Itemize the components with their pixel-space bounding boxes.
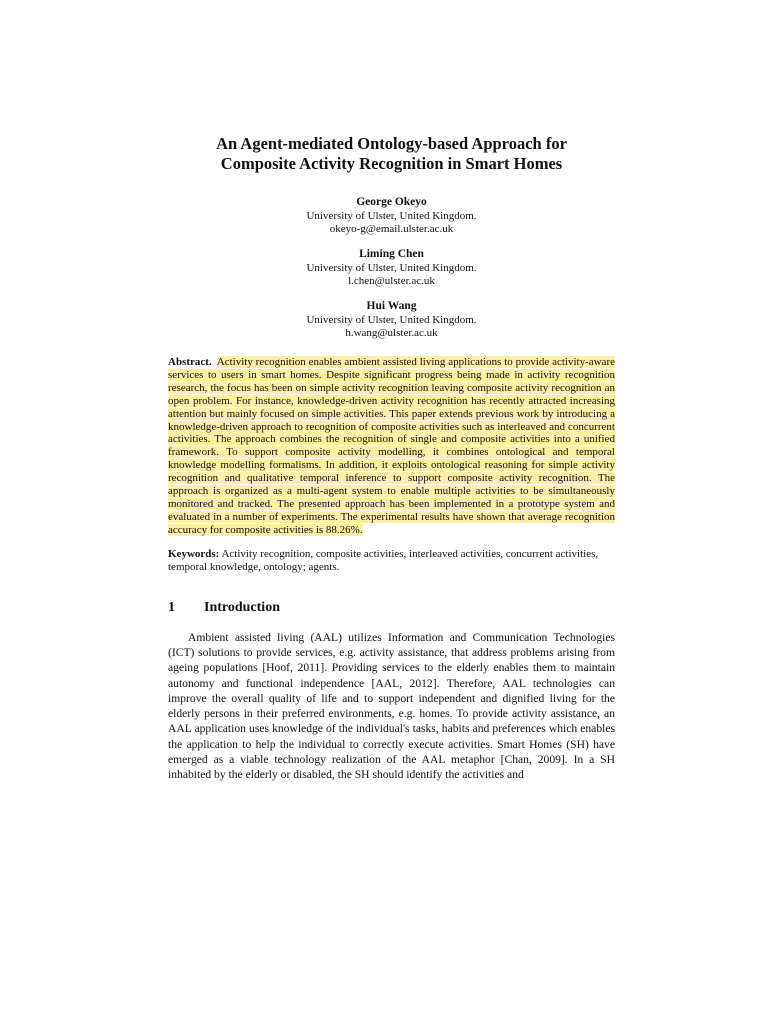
abstract-text-highlighted: Activity recognition enables ambient assisted living applications to provide activity-aware services to users in smart homes. Despite significant progress being made in activity recognition research, the focus has been on simple activity recognition leaving composite activity recognition an open problem. For instance, knowledge-driven activity recognition has recently attracted increasing attention but mainly focused on simple activities. This paper extends previous work by introducing a knowledge-driven approach to recognition of composite activities such as interleaved and concurrent activities. The approach combines the recognition of single and composite activities into a unified framework. To support composite activity modelling, it combines ontological and temporal knowledge modelling formalisms. In addition, it exploits ontological reasoning for simple activity recognition and qualitative temporal inference to support composite activity recognition. The approach is organized as a multi-agent system to enable multiple activities to be simultaneously monitored and tracked. The presented approach has been implemented in a prototype system and evaluated in a number of experiments. The experimental results have shown that average recognition accuracy for composite activities is 88.26%. xyxy=(168,356,615,536)
keywords-text: Activity recognition, composite activities, interleaved activities, concurrent activities, temporal knowledge, ontology; agents. xyxy=(168,547,599,573)
section-heading xyxy=(168,599,615,616)
author-name: Liming Chen xyxy=(359,248,424,260)
title-line-1: An Agent-mediated Ontology-based Approach for xyxy=(216,134,567,153)
abstract xyxy=(168,356,615,537)
intro-paragraph: Ambient assisted living (AAL) utilizes Information and Communication Technologies (ICT) solutions to provide services, e.g. activity assistance, that address problems arising from ageing populations [Hoof, 2011]. Providing services to the elderly enables them to maintain autonomy and functional independence [AAL, 2012]. Therefore, AAL technologies can improve the overall quality of life and to support independent and dignified living for the elderly persons in their preferred environments, e.g. homes. To provide activity assistance, an AAL application uses knowledge of the individual's tasks, habits and preferences which enables the application to help the individual to correctly execute activities. Smart Homes (SH) have emerged as a viable technology realization of the AAL metaphor [Chan, 2009]. In a SH inhabited by the elderly or disabled, the SH should identify the activities and xyxy=(168,630,615,782)
author-block xyxy=(168,300,615,340)
abstract-label: Abstract. xyxy=(168,356,212,368)
keywords xyxy=(168,548,615,574)
title-line-2: Composite Activity Recognition in Smart Homes xyxy=(220,154,563,173)
author-name: George Okeyo xyxy=(356,196,427,208)
section-title: Introduction xyxy=(204,599,280,615)
author-block xyxy=(168,196,615,236)
author-affiliation: University of Ulster, United Kingdom. xyxy=(306,262,477,274)
author-email: l.chen@ulster.ac.uk xyxy=(348,275,435,287)
author-affiliation: University of Ulster, United Kingdom. xyxy=(306,210,477,222)
author-email: okeyo-g@email.ulster.ac.uk xyxy=(329,223,454,235)
author-email: h.wang@ulster.ac.uk xyxy=(345,327,438,339)
author-block xyxy=(168,248,615,288)
keywords-label: Keywords: xyxy=(168,547,220,560)
author-name: Hui Wang xyxy=(366,300,417,312)
paper-page xyxy=(168,120,615,783)
paper-title xyxy=(168,134,615,174)
section-number: 1 xyxy=(168,599,175,615)
author-affiliation: University of Ulster, United Kingdom. xyxy=(306,314,477,326)
author-list xyxy=(168,196,615,340)
